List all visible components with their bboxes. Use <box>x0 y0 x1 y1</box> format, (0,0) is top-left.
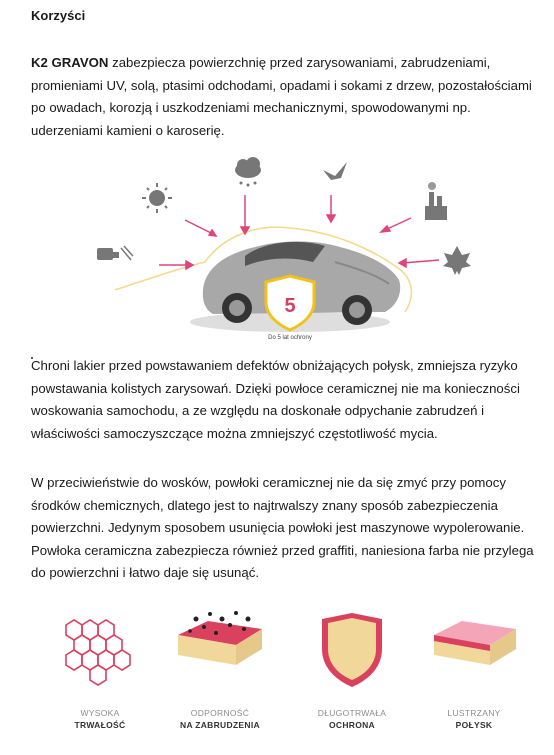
paragraph-durability: W przeciwieństwie do wosków, powłoki ceramicznej nie da się zmyć przy pomocy środków chemicznych, dlatego jest to najtrwalszy znany sposób zabezpieczenia powierzchni. Jedynym sposobem usunięcia powłoki jest maszynowe wypolerowanie. Powłoka ceramiczna zabezpiecza również przed graffiti, naniesiona farba nie przylega do powierzchni i łatwo daje się usunąć. <box>31 475 534 580</box>
feature-mirror-gloss <box>414 707 534 731</box>
feature-line2: TRWAŁOŚĆ <box>74 720 126 730</box>
intro-text: zabezpiecza powierzchnię przed zarysowaniami, zabrudzeniami, promieniami UV, solą, ptasimi odchodami, opadami i sokami z drzew, pozostałościami po owadach, korozją i uszkodzeniami mechanicznymi, spowodowanymi np. uderzeniami kamieni o karoserię. <box>31 55 532 138</box>
hexagon-lattice-icon <box>66 620 130 685</box>
feature-line2: NA ZABRUDZENIA <box>180 720 260 730</box>
features-icons <box>0 605 554 705</box>
feature-line2: OCHRONA <box>328 720 375 730</box>
bird-icon <box>323 162 347 180</box>
features-row <box>0 605 554 755</box>
gloss-layer-icon <box>434 621 516 665</box>
road-salt-icon <box>97 246 133 260</box>
feature-line1: WYSOKA <box>80 708 120 718</box>
car-protection-illustration <box>85 150 475 345</box>
feature-line1: DŁUGOTRWAŁA <box>317 708 387 718</box>
factory-icon <box>425 182 447 220</box>
feature-long-protection <box>292 707 412 731</box>
section-heading: Korzyści <box>31 8 86 23</box>
badge-caption: Do 5 lat ochrony <box>268 335 312 341</box>
feature-dirt-resistance <box>160 707 280 731</box>
feature-line1: LUSTRZANY <box>447 708 501 718</box>
feature-line2: POŁYSK <box>455 720 493 730</box>
rain-cloud-icon <box>235 157 261 187</box>
paragraph-benefits: Chroni lakier przed powstawaniem defektów obniżających połysk, zmniejsza ryzyko powstawania kolistych zarysowań. Dzięki powłoce ceramicznej nie ma konieczności woskowania samochodu, a ze względu na doskonałe odpychanie zabrudzeń i właściwości samoczyszczące można zmniejszyć częstotliwość mycia. <box>31 358 520 441</box>
leaf-icon <box>443 246 471 275</box>
intro-paragraph <box>31 52 536 142</box>
feature-line1: ODPORNOŚĆ <box>190 708 250 718</box>
brand-name: K2 GRAVON <box>31 55 109 70</box>
shield-icon <box>322 613 382 687</box>
sun-icon <box>142 183 172 213</box>
dirt-layer-icon <box>178 611 262 665</box>
feature-durability <box>40 707 160 731</box>
badge-number: 5 <box>284 295 296 317</box>
